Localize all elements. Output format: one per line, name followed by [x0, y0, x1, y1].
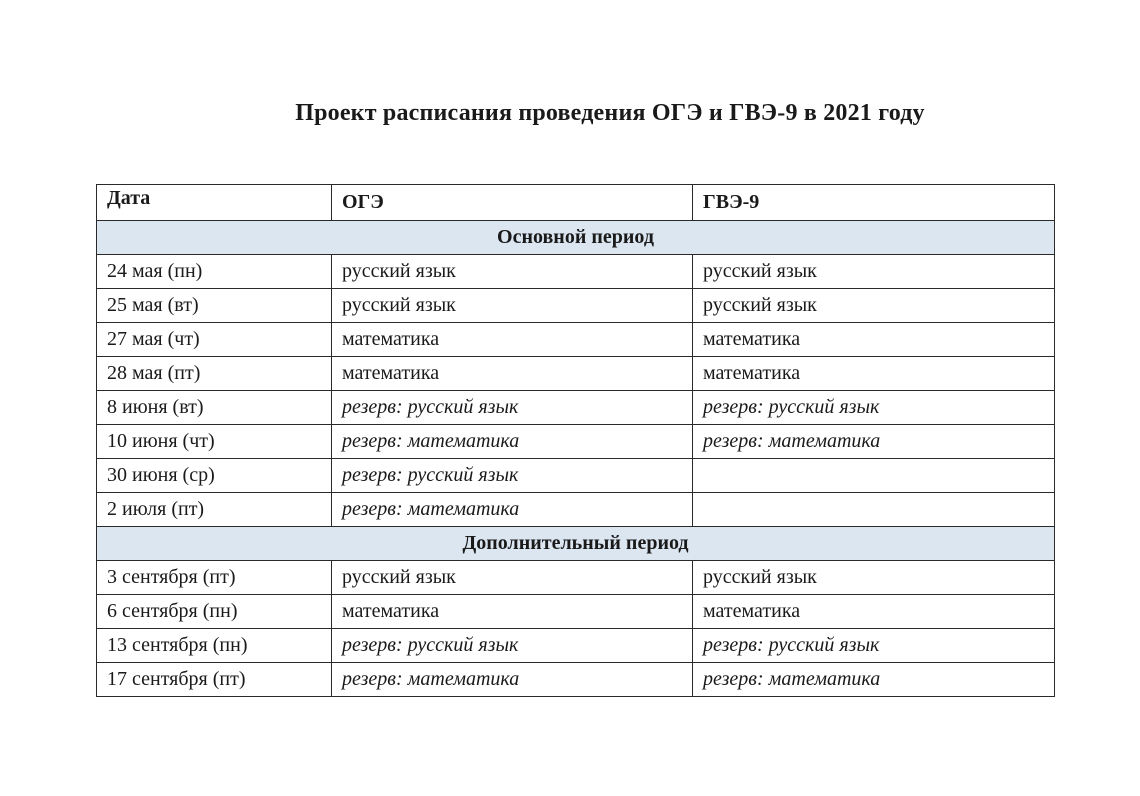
gve-cell: математика	[693, 595, 1055, 629]
oge-cell: математика	[332, 595, 693, 629]
header-date: Дата	[97, 185, 332, 221]
reserve-text: резерв: математика	[703, 430, 881, 452]
date-cell: 6 сентября (пн)	[97, 595, 332, 629]
reserve-text: резерв: русский язык	[703, 396, 880, 418]
gve-cell: математика	[693, 323, 1055, 357]
gve-cell	[693, 629, 1055, 663]
reserve-text: резерв: математика	[342, 498, 520, 520]
date-cell: 24 мая (пн)	[97, 255, 332, 289]
date-cell: 17 сентября (пт)	[97, 663, 332, 697]
date-cell: 27 мая (чт)	[97, 323, 332, 357]
gve-cell	[693, 663, 1055, 697]
date-cell: 2 июля (пт)	[97, 493, 332, 527]
table-row	[97, 663, 1055, 697]
table-row	[97, 323, 1055, 357]
oge-cell	[332, 391, 693, 425]
date-cell: 30 июня (ср)	[97, 459, 332, 493]
oge-cell	[332, 425, 693, 459]
oge-cell: математика	[332, 323, 693, 357]
schedule-table	[96, 184, 1055, 697]
oge-cell	[332, 493, 693, 527]
gve-cell	[693, 425, 1055, 459]
gve-cell: русский язык	[693, 289, 1055, 323]
header-gve: ГВЭ-9	[693, 185, 1055, 221]
gve-cell: русский язык	[693, 561, 1055, 595]
header-oge: ОГЭ	[332, 185, 693, 221]
date-cell: 8 июня (вт)	[97, 391, 332, 425]
reserve-text: резерв: математика	[703, 668, 881, 690]
gve-cell	[693, 459, 1055, 493]
reserve-text: резерв: русский язык	[703, 634, 880, 656]
gve-cell	[693, 493, 1055, 527]
period-row-additional	[97, 527, 1055, 561]
oge-cell: русский язык	[332, 289, 693, 323]
gve-cell	[693, 391, 1055, 425]
table-row	[97, 391, 1055, 425]
table-row	[97, 357, 1055, 391]
oge-cell: математика	[332, 357, 693, 391]
reserve-text: резерв: математика	[342, 430, 520, 452]
period-label-additional: Дополнительный период	[97, 527, 1055, 561]
table-row	[97, 255, 1055, 289]
table-row	[97, 595, 1055, 629]
page-title: Проект расписания проведения ОГЭ и ГВЭ-9 в 2021 году	[295, 100, 925, 126]
oge-cell: русский язык	[332, 255, 693, 289]
table-row	[97, 289, 1055, 323]
date-cell: 13 сентября (пн)	[97, 629, 332, 663]
oge-cell	[332, 459, 693, 493]
date-cell: 10 июня (чт)	[97, 425, 332, 459]
table-row	[97, 459, 1055, 493]
table-row	[97, 493, 1055, 527]
header-row	[97, 185, 1055, 221]
gve-cell: математика	[693, 357, 1055, 391]
reserve-text: резерв: русский язык	[342, 464, 519, 486]
gve-cell: русский язык	[693, 255, 1055, 289]
table-row	[97, 425, 1055, 459]
table-row	[97, 629, 1055, 663]
oge-cell	[332, 663, 693, 697]
period-row-main	[97, 221, 1055, 255]
reserve-text: резерв: русский язык	[342, 396, 519, 418]
date-cell: 25 мая (вт)	[97, 289, 332, 323]
date-cell: 28 мая (пт)	[97, 357, 332, 391]
oge-cell	[332, 629, 693, 663]
date-cell: 3 сентября (пт)	[97, 561, 332, 595]
period-label-main: Основной период	[97, 221, 1055, 255]
reserve-text: резерв: математика	[342, 668, 520, 690]
oge-cell: русский язык	[332, 561, 693, 595]
reserve-text: резерв: русский язык	[342, 634, 519, 656]
table-row	[97, 561, 1055, 595]
